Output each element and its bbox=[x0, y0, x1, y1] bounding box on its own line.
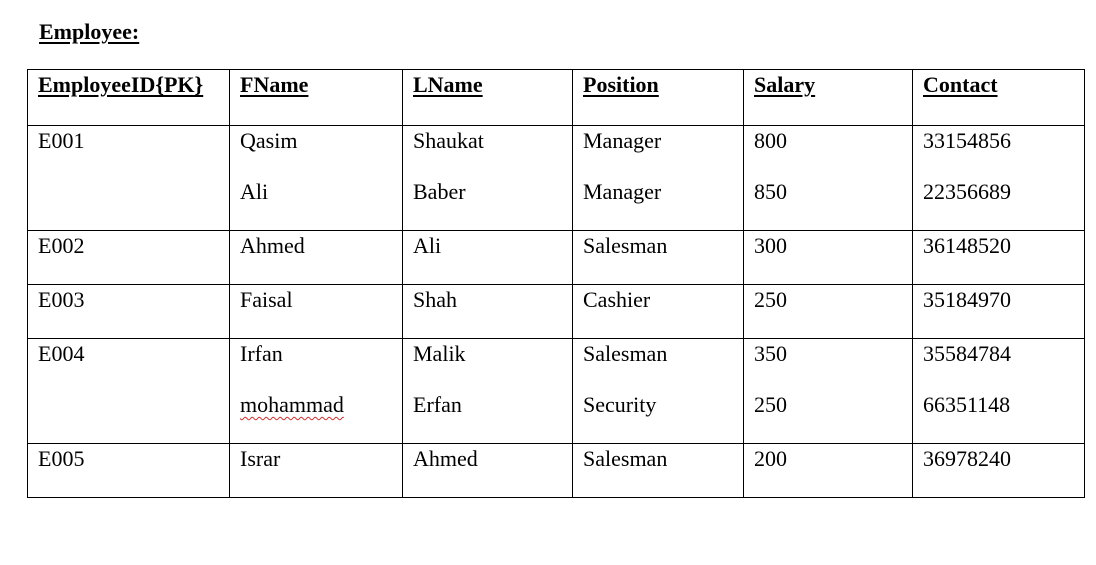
column-header-salary bbox=[744, 70, 913, 126]
cell-text: Shah bbox=[413, 287, 457, 312]
column-header-label: Salary bbox=[754, 72, 816, 97]
contact-cell bbox=[913, 444, 1085, 498]
cell-text: mohammad bbox=[240, 392, 344, 417]
cell-text: 300 bbox=[754, 233, 787, 258]
cell-text: Malik bbox=[413, 341, 466, 366]
column-header-label: Position bbox=[583, 72, 659, 97]
cell-text: Ahmed bbox=[413, 446, 478, 471]
column-header-label: FName bbox=[240, 72, 309, 97]
cell-text: 800 bbox=[754, 128, 787, 153]
cell-text: E005 bbox=[38, 446, 85, 471]
lname-cell bbox=[403, 444, 573, 498]
cell-text: Israr bbox=[240, 446, 281, 471]
contact-cell bbox=[913, 285, 1085, 339]
cell-text: E004 bbox=[38, 341, 85, 366]
fname-cell bbox=[230, 339, 403, 444]
position-cell bbox=[573, 285, 744, 339]
employee-id-cell bbox=[28, 126, 230, 231]
cell-text: Irfan bbox=[240, 341, 283, 366]
table-row bbox=[28, 285, 1085, 339]
cell-text: 35584784 bbox=[923, 341, 1011, 366]
lname-cell bbox=[403, 126, 573, 231]
cell-text: 35184970 bbox=[923, 287, 1011, 312]
cell-text: Salesman bbox=[583, 233, 668, 258]
position-cell bbox=[573, 126, 744, 231]
salary-cell bbox=[744, 339, 913, 444]
position-cell bbox=[573, 339, 744, 444]
employee-id-cell bbox=[28, 339, 230, 444]
salary-cell bbox=[744, 285, 913, 339]
cell-text: 350 bbox=[754, 341, 787, 366]
fname-cell bbox=[230, 285, 403, 339]
fname-cell bbox=[230, 231, 403, 285]
cell-text: 250 bbox=[754, 287, 787, 312]
cell-text: 36978240 bbox=[923, 446, 1011, 471]
column-header-employee-id bbox=[28, 70, 230, 126]
cell-text: Ali bbox=[240, 179, 269, 204]
cell-text: 250 bbox=[754, 392, 787, 417]
column-header-position bbox=[573, 70, 744, 126]
column-header-contact bbox=[913, 70, 1085, 126]
column-header-lname bbox=[403, 70, 573, 126]
contact-cell bbox=[913, 231, 1085, 285]
column-header-label: LName bbox=[413, 72, 483, 97]
cell-text: Salesman bbox=[583, 446, 668, 471]
cell-text: Manager bbox=[583, 179, 662, 204]
position-cell bbox=[573, 231, 744, 285]
cell-text: Manager bbox=[583, 128, 662, 153]
column-header-fname bbox=[230, 70, 403, 126]
cell-text: 200 bbox=[754, 446, 787, 471]
cell-text: Security bbox=[583, 392, 657, 417]
header-row bbox=[28, 70, 1085, 126]
cell-text: Ahmed bbox=[240, 233, 305, 258]
cell-text: E001 bbox=[38, 128, 85, 153]
cell-text: Faisal bbox=[240, 287, 293, 312]
cell-text: Shaukat bbox=[413, 128, 484, 153]
column-header-label: Contact bbox=[923, 72, 998, 97]
cell-text: E003 bbox=[38, 287, 85, 312]
cell-text: 33154856 bbox=[923, 128, 1011, 153]
document-title: Employee: bbox=[39, 19, 140, 44]
lname-cell bbox=[403, 285, 573, 339]
cell-text: Salesman bbox=[583, 341, 668, 366]
contact-cell bbox=[913, 339, 1085, 444]
cell-text: 66351148 bbox=[923, 392, 1011, 417]
fname-cell bbox=[230, 444, 403, 498]
contact-cell bbox=[913, 126, 1085, 231]
salary-cell bbox=[744, 126, 913, 231]
table-row bbox=[28, 126, 1085, 231]
table-row bbox=[28, 231, 1085, 285]
salary-cell bbox=[744, 444, 913, 498]
cell-text-wrap bbox=[240, 392, 402, 443]
cell-text: Ali bbox=[413, 233, 442, 258]
employee-id-cell bbox=[28, 285, 230, 339]
table-row bbox=[28, 444, 1085, 498]
cell-text: 36148520 bbox=[923, 233, 1011, 258]
position-cell bbox=[573, 444, 744, 498]
salary-cell bbox=[744, 231, 913, 285]
cell-text: Erfan bbox=[413, 392, 462, 417]
fname-cell bbox=[230, 126, 403, 231]
lname-cell bbox=[403, 339, 573, 444]
employee-table bbox=[27, 69, 1085, 498]
cell-text: 22356689 bbox=[923, 179, 1011, 204]
table-row bbox=[28, 339, 1085, 444]
lname-cell bbox=[403, 231, 573, 285]
employee-id-cell bbox=[28, 231, 230, 285]
column-header-label: EmployeeID{PK} bbox=[38, 72, 204, 97]
cell-text: E002 bbox=[38, 233, 85, 258]
cell-text: Qasim bbox=[240, 128, 298, 153]
employee-id-cell bbox=[28, 444, 230, 498]
cell-text: 850 bbox=[754, 179, 787, 204]
cell-text: Baber bbox=[413, 179, 466, 204]
cell-text: Cashier bbox=[583, 287, 651, 312]
